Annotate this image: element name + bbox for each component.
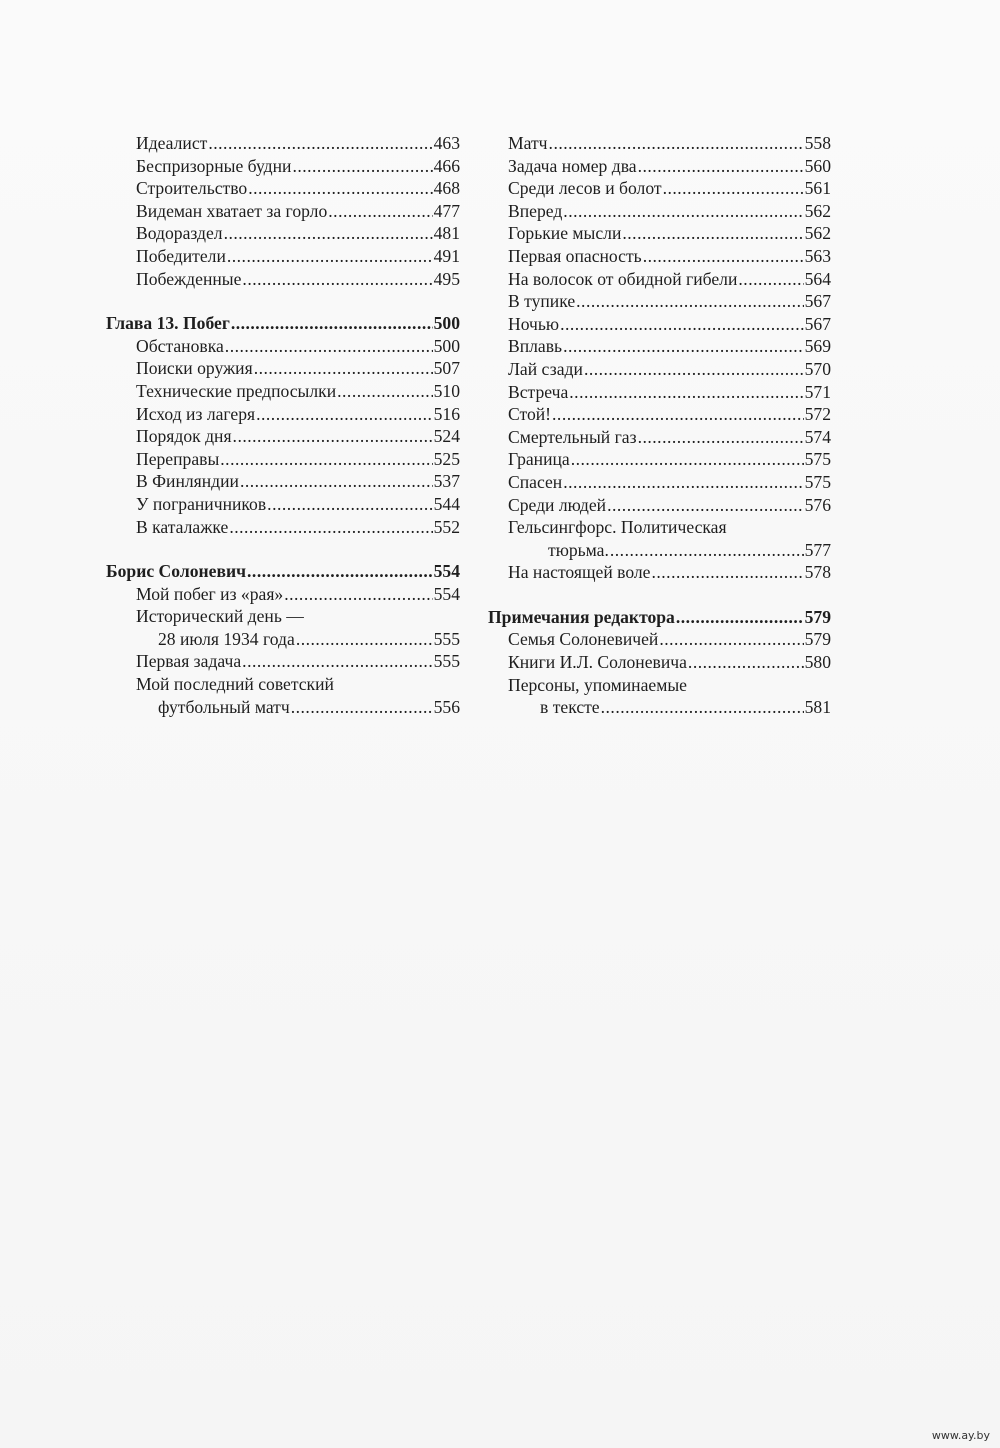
toc-page-number: 570 xyxy=(804,358,831,379)
dot-leader xyxy=(552,403,804,426)
toc-entry xyxy=(106,403,460,426)
toc-entry xyxy=(106,448,460,471)
toc-page-number: 466 xyxy=(433,155,460,176)
toc-entry xyxy=(106,177,460,200)
dot-leader xyxy=(291,696,433,719)
toc-page-number: 491 xyxy=(433,245,460,266)
toc-entry xyxy=(106,516,460,539)
dot-leader xyxy=(676,606,804,629)
dot-leader xyxy=(563,200,803,223)
toc-entry-title: Среди людей xyxy=(508,494,607,515)
dot-leader xyxy=(256,403,433,426)
toc-entry-title: Борис Солоневич xyxy=(106,561,247,582)
toc-entry xyxy=(106,493,460,516)
toc-page-number: 562 xyxy=(804,200,831,221)
toc-entry-title: Смертельный газ xyxy=(508,426,637,447)
toc-page-number: 495 xyxy=(433,268,460,289)
toc-page-number: 537 xyxy=(433,471,460,492)
toc-page-number: 581 xyxy=(804,697,831,718)
dot-leader xyxy=(622,222,803,245)
toc-entry xyxy=(488,426,831,449)
toc-entry-title: Горькие мысли xyxy=(508,223,622,244)
toc-entry-title: В каталажке xyxy=(136,516,229,537)
dot-leader xyxy=(663,177,804,200)
toc-page-number: 579 xyxy=(804,629,831,650)
toc-chapter-entry xyxy=(106,312,460,335)
toc-page-number: 574 xyxy=(804,426,831,447)
dot-leader xyxy=(224,222,433,245)
toc-entry xyxy=(488,177,831,200)
toc-entry-title: Поиски оружия xyxy=(136,358,253,379)
toc-page-number: 577 xyxy=(804,539,831,560)
dot-leader xyxy=(248,177,432,200)
toc-entry xyxy=(106,222,460,245)
toc-page-number: 516 xyxy=(433,403,460,424)
dot-leader xyxy=(231,312,433,335)
dot-leader xyxy=(638,155,804,178)
toc-entry-title: Граница xyxy=(508,449,570,470)
toc-entry-title: Вплавь xyxy=(508,336,563,357)
toc-page-number: 554 xyxy=(433,561,460,582)
toc-entry xyxy=(488,471,831,494)
toc-page-number: 510 xyxy=(433,380,460,401)
toc-entry-title: Персоны, упоминаемые xyxy=(508,674,687,695)
toc-entry-title: Исторический день — xyxy=(136,606,304,627)
toc-entry-title: У пограничников xyxy=(136,493,267,514)
toc-entry xyxy=(488,651,831,674)
toc-entry xyxy=(488,200,831,223)
toc-page-number: 544 xyxy=(433,493,460,514)
dot-leader xyxy=(229,516,432,539)
toc-entry xyxy=(106,628,460,651)
toc-entry-title: футбольный матч xyxy=(158,696,290,717)
toc-entry xyxy=(106,357,460,380)
toc-page-number: 555 xyxy=(433,651,460,672)
toc-entry xyxy=(488,313,831,336)
toc-chapter-entry xyxy=(106,560,460,583)
toc-page-number: 558 xyxy=(804,133,831,153)
toc-entry-title: Встреча xyxy=(508,381,569,402)
dot-leader xyxy=(569,381,803,404)
toc-page-number: 477 xyxy=(433,200,460,221)
section-gap xyxy=(106,290,460,312)
toc-entry xyxy=(488,222,831,245)
toc-entry xyxy=(106,650,460,673)
toc-entry xyxy=(106,605,460,628)
toc-chapter-entry xyxy=(488,606,831,629)
toc-entry xyxy=(488,403,831,426)
toc-entry xyxy=(488,561,831,584)
toc-entry-title: Переправы xyxy=(136,448,220,469)
toc-entry-title: Первая задача xyxy=(136,651,242,672)
toc-page-number: 556 xyxy=(433,696,460,717)
toc-entry-title: 28 июля 1934 года xyxy=(158,628,295,649)
section-gap xyxy=(488,584,831,606)
dot-leader xyxy=(659,628,803,651)
toc-entry-title: Беспризорные будни xyxy=(136,155,292,176)
toc-page-number: 575 xyxy=(804,449,831,470)
toc-entry xyxy=(488,268,831,291)
toc-page-number: 567 xyxy=(804,313,831,334)
toc-entry xyxy=(488,448,831,471)
toc-page-number: 572 xyxy=(804,404,831,425)
toc-entry xyxy=(488,155,831,178)
toc-page-number: 571 xyxy=(804,381,831,402)
dot-leader xyxy=(607,494,804,517)
toc-entry-title: Гельсингфорс. Политическая xyxy=(508,517,727,538)
dot-leader xyxy=(576,290,803,313)
toc-entry-title: Вперед xyxy=(508,200,563,221)
toc-entry-title: Стой! xyxy=(508,404,552,425)
toc-page-number: 463 xyxy=(433,133,460,153)
toc-entry xyxy=(488,674,831,697)
toc-entry-title: Водораздел xyxy=(136,223,223,244)
toc-entry xyxy=(106,132,460,155)
toc-entry-title: Спасен xyxy=(508,471,563,492)
toc-entry xyxy=(488,696,831,719)
toc-entry-title: Мой последний советский xyxy=(136,674,334,695)
dot-leader xyxy=(254,357,433,380)
toc-entry xyxy=(488,132,831,155)
toc-page-number: 500 xyxy=(433,335,460,356)
toc-entry-title: Матч xyxy=(508,133,548,153)
toc-page-number: 567 xyxy=(804,291,831,312)
toc-page-number: 554 xyxy=(433,583,460,604)
toc-entry-title: Победители xyxy=(136,245,226,266)
toc-entry-title: Исход из лагеря xyxy=(136,403,256,424)
toc-entry xyxy=(106,470,460,493)
toc-page-number: 561 xyxy=(804,178,831,199)
toc-page-number: 569 xyxy=(804,336,831,357)
toc-entry-title: Технические предпосылки xyxy=(136,380,337,401)
toc-page-number: 468 xyxy=(433,178,460,199)
dot-leader xyxy=(267,493,432,516)
toc-entry xyxy=(106,335,460,358)
toc-column-right xyxy=(488,132,831,719)
dot-leader xyxy=(738,268,803,291)
toc-page-number: 580 xyxy=(804,652,831,673)
toc-entry-title: Семья Солоневичей xyxy=(508,629,659,650)
toc-page-number: 578 xyxy=(804,562,831,583)
dot-leader xyxy=(233,425,433,448)
dot-leader xyxy=(242,650,432,673)
dot-leader xyxy=(560,313,804,336)
toc-entry xyxy=(106,696,460,719)
toc-column-left xyxy=(106,132,460,718)
dot-leader xyxy=(284,583,432,606)
toc-page-number: 576 xyxy=(804,494,831,515)
toc-entry xyxy=(488,539,831,562)
toc-entry xyxy=(106,673,460,696)
toc-entry xyxy=(106,155,460,178)
toc-entry xyxy=(106,268,460,291)
dot-leader xyxy=(563,471,803,494)
toc-entry xyxy=(488,628,831,651)
toc-page-number: 552 xyxy=(433,516,460,537)
toc-entry xyxy=(488,358,831,381)
toc-entry-title: Порядок дня xyxy=(136,426,232,447)
toc-entry-title: На настоящей воле xyxy=(508,562,651,583)
dot-leader xyxy=(247,560,433,583)
toc-page-number: 563 xyxy=(804,245,831,266)
toc-page-number: 525 xyxy=(433,448,460,469)
dot-leader xyxy=(563,335,804,358)
toc-entry-title: в тексте xyxy=(540,697,600,718)
dot-leader xyxy=(549,132,804,155)
dot-leader xyxy=(584,358,804,381)
toc-entry-title: Книги И.Л. Солоневича xyxy=(508,652,687,673)
toc-entry-title: Мой побег из «рая» xyxy=(136,583,284,604)
toc-entry-title: Глава 13. Побег xyxy=(106,313,230,334)
toc-entry xyxy=(106,583,460,606)
dot-leader xyxy=(688,651,804,674)
toc-entry-title: Строительство xyxy=(136,178,248,199)
dot-leader xyxy=(240,470,433,493)
toc-page-number: 564 xyxy=(804,268,831,289)
toc-page-number: 560 xyxy=(804,155,831,176)
toc-entry-title: Идеалист xyxy=(136,133,208,153)
toc-page-number: 562 xyxy=(804,223,831,244)
toc-page-number: 524 xyxy=(433,426,460,447)
toc-entry-title: Лай сзади xyxy=(508,358,583,379)
toc-entry-title: Задача номер два xyxy=(508,155,637,176)
toc-entry-title: На волосок от обидной гибели xyxy=(508,268,738,289)
dot-leader xyxy=(296,628,433,651)
dot-leader xyxy=(571,448,804,471)
dot-leader xyxy=(610,539,804,562)
toc-entry-title: Побежденные xyxy=(136,268,242,289)
toc-page-number: 555 xyxy=(433,628,460,649)
toc-entry xyxy=(106,425,460,448)
dot-leader xyxy=(337,380,432,403)
toc-entry xyxy=(488,494,831,517)
toc-entry-title: Примечания редактора xyxy=(488,606,675,627)
dot-leader xyxy=(220,448,432,471)
toc-page-number: 579 xyxy=(804,606,831,627)
toc-page-number: 507 xyxy=(433,358,460,379)
toc-entry-title: Среди лесов и болот xyxy=(508,178,662,199)
toc-entry-title: Ночью xyxy=(508,313,560,334)
toc-entry xyxy=(106,200,460,223)
toc-entry-title: В Финляндии xyxy=(136,471,239,492)
toc-entry xyxy=(488,290,831,313)
toc-entry-title: Обстановка xyxy=(136,335,224,356)
watermark: www.ay.by xyxy=(931,1429,990,1442)
toc-entry xyxy=(488,335,831,358)
dot-leader xyxy=(601,696,804,719)
toc-entry-title: тюрьма. xyxy=(548,539,609,560)
dot-leader xyxy=(638,426,804,449)
toc-entry xyxy=(488,516,831,539)
dot-leader xyxy=(643,245,804,268)
dot-leader xyxy=(651,561,803,584)
section-gap xyxy=(106,538,460,560)
toc-entry-title: Видеман хватает за горло xyxy=(136,200,328,221)
dot-leader xyxy=(227,245,433,268)
dot-leader xyxy=(225,335,433,358)
toc-entry xyxy=(488,381,831,404)
dot-leader xyxy=(292,155,432,178)
dot-leader xyxy=(328,200,432,223)
toc-entry xyxy=(488,245,831,268)
toc-entry-title: В тупике xyxy=(508,291,576,312)
toc-entry xyxy=(106,245,460,268)
toc-page-number: 500 xyxy=(433,313,460,334)
dot-leader xyxy=(242,268,432,291)
toc-entry xyxy=(106,380,460,403)
toc-page-number: 575 xyxy=(804,471,831,492)
toc-entry-title: Первая опасность xyxy=(508,245,642,266)
dot-leader xyxy=(208,132,432,155)
toc-page-number: 481 xyxy=(433,223,460,244)
